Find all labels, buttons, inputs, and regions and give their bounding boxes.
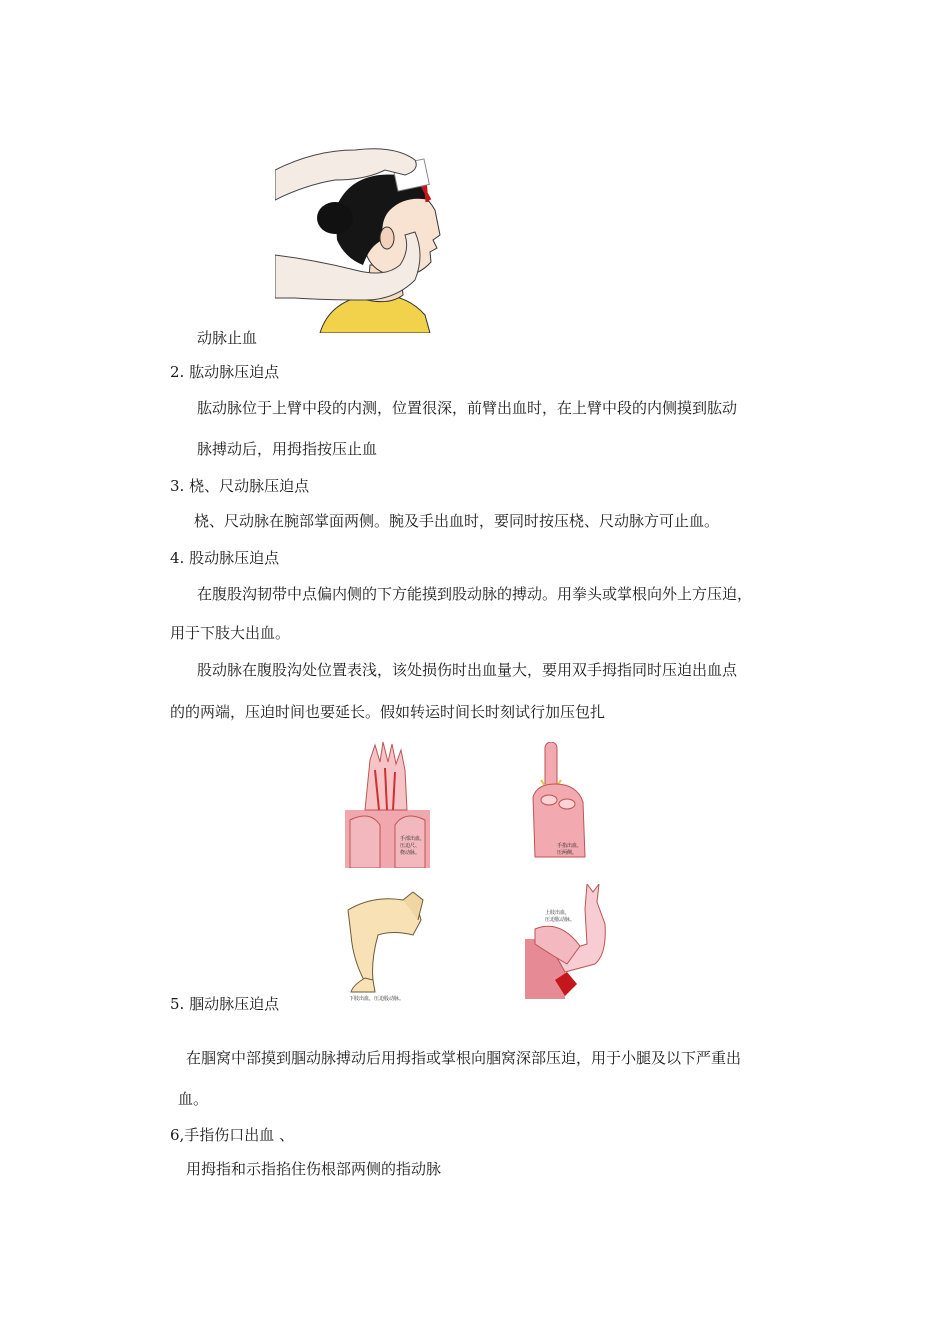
paragraph-femoral-2a: 股动脉在腹股沟处位置表浅，该处损伤时出血量大，要用双手拇指同时压迫出血点	[197, 661, 738, 679]
figure-arm-compression	[525, 884, 627, 1006]
wrist-label-1: 手部出血，	[400, 836, 426, 842]
leg-label: 下肢出血，压迫股动脉。	[349, 996, 405, 1002]
caption-artery-hemostasis: 动脉止血	[197, 329, 258, 347]
paragraph-brachial-2: 脉搏动后，用拇指按压止血	[197, 440, 378, 458]
finger-label-1: 手指出血，	[557, 843, 583, 849]
paragraph-popliteal-1a: 在腘窝中部摸到腘动脉搏动后用拇指或掌根向腘窝深部压迫，用于小腿及以下严重出	[186, 1049, 742, 1067]
wrist-label-2: 压迫尺、	[400, 843, 421, 849]
paragraph-femoral-1b: 用于下肢大出血。	[170, 624, 291, 642]
paragraph-femoral-1a: 在腹股沟韧带中点偏内侧的下方能摸到股动脉的搏动。用拳头或掌根向外上方压迫，	[197, 585, 753, 603]
figure-wrist-compression	[345, 740, 430, 868]
heading-brachial-artery: 2. 肱动脉压迫点	[170, 363, 280, 381]
arm-label-2: 压迫肱动脉。	[545, 917, 576, 923]
figure-leg-compression	[343, 890, 425, 1002]
paragraph-popliteal-1b: 血。	[178, 1090, 209, 1108]
heading-radial-ulnar: 3. 桡、尺动脉压迫点	[170, 477, 310, 495]
arm-label-1: 上肢出血，	[545, 910, 571, 916]
figure-head-compression	[275, 140, 445, 333]
heading-popliteal-artery: 5. 腘动脉压迫点	[170, 995, 280, 1013]
paragraph-brachial-1: 肱动脉位于上臂中段的内测，位置很深，前臂出血时，在上臂中段的内侧摸到肱动	[197, 399, 738, 417]
paragraph-radial-ulnar: 桡、尺动脉在腕部掌面两侧。腕及手出血时，要同时按压桡、尺动脉方可止血。	[194, 512, 720, 530]
paragraph-femoral-2b: 的的两端，压迫时间也要延长。假如转运时间长时刻试行加压包扎	[170, 703, 606, 721]
heading-femoral-artery: 4. 股动脉压迫点	[170, 549, 280, 567]
wrist-label-3: 桡动脉。	[400, 850, 421, 856]
heading-finger-wound: 6,手指伤口出血 、	[170, 1126, 295, 1144]
finger-label-2: 压两侧。	[557, 850, 578, 856]
paragraph-finger-wound: 用拇指和示指掐住伤根部两侧的指动脉	[186, 1160, 442, 1178]
figure-finger-compression	[527, 742, 589, 864]
